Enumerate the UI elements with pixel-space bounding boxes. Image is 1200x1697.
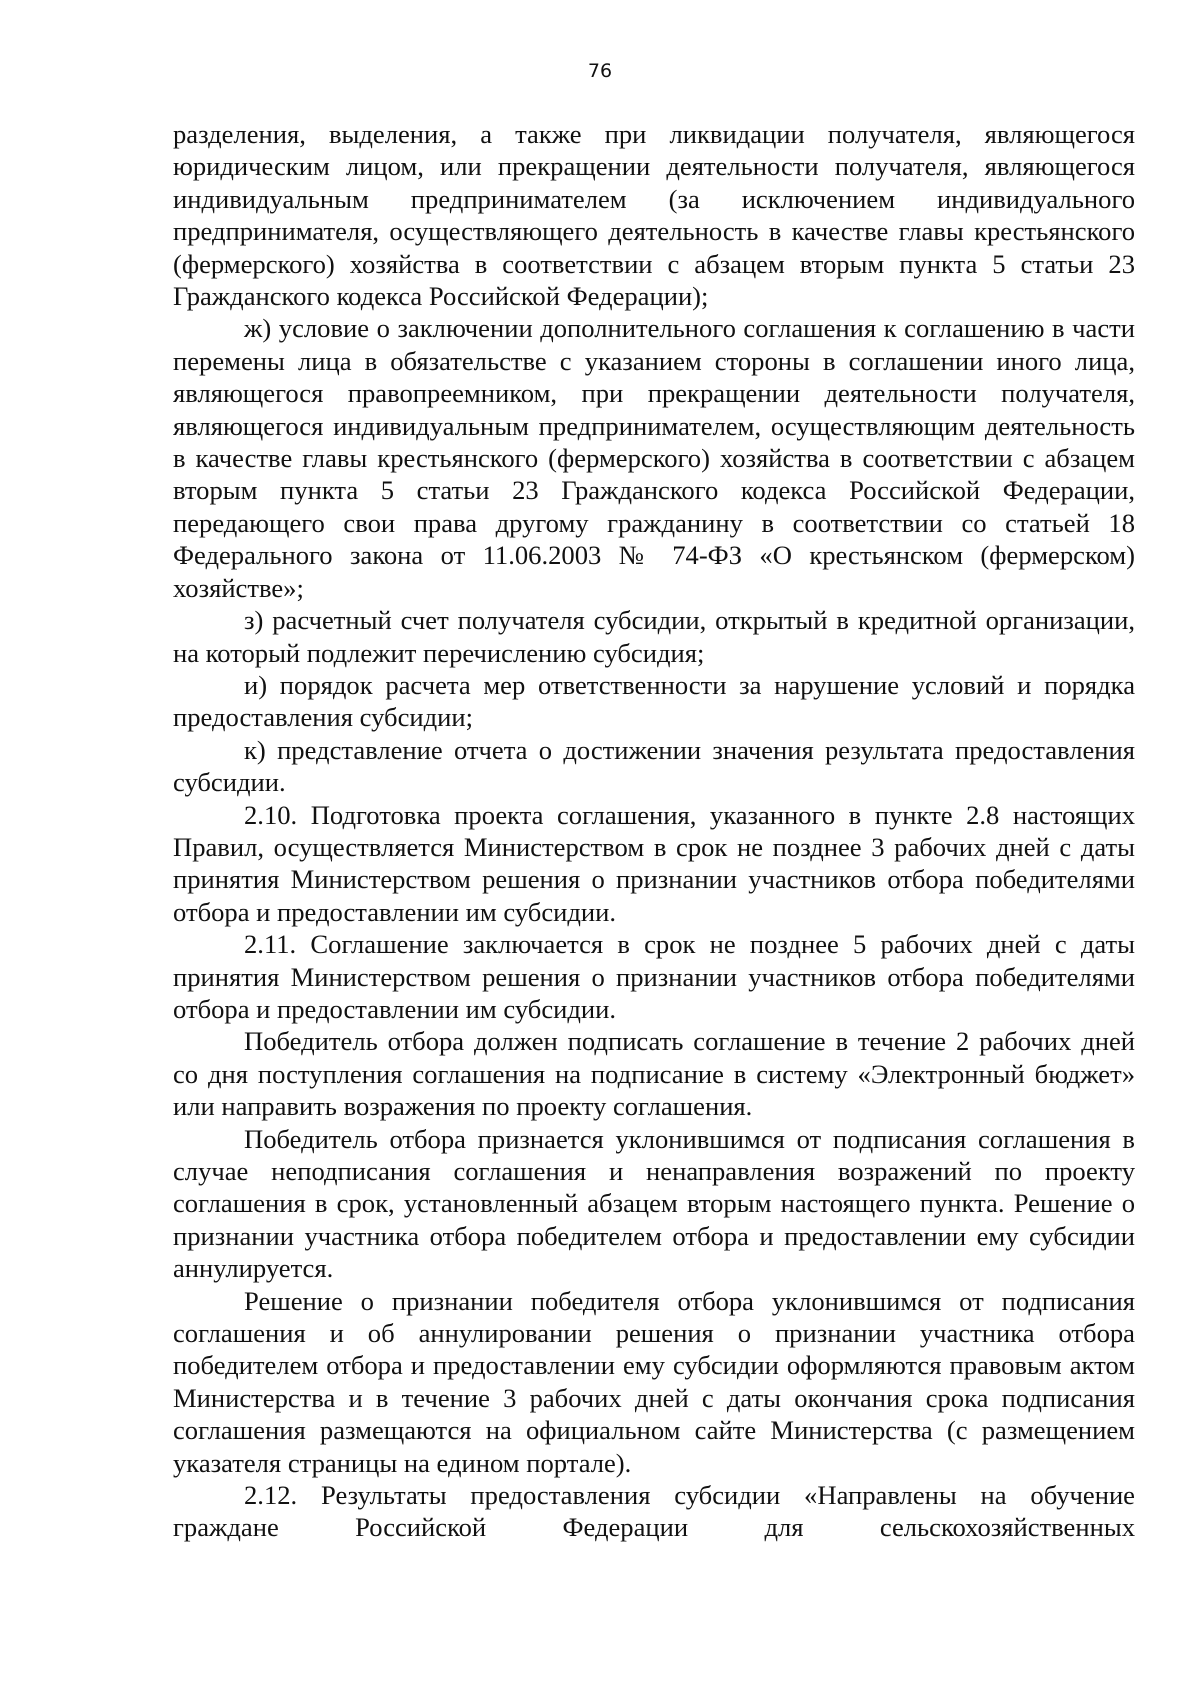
paragraph-item-z: з) расчетный счет получателя субсидии, открытый в кредитной организации, на который подлежит перечислению субсидия; bbox=[173, 605, 1135, 668]
paragraph-item-zh: ж) условие о заключении дополнительного соглашения к соглашению в части перемены лица в обязательстве с указанием стороны в соглашении иного лица, являющегося правопреемником, при прекращении деятельности получателя, являющегося индивидуальным предпринимателем, осуществляющим деятельность в качестве главы крестьянского (фермерского) хозяйства в соответствии с абзацем вторым пункта 5 статьи 23 Гражданского кодекса Российской Федерации, передающего свои права другому гражданину в соответствии со статьей 18 Федерального закона от 11.06.2003 № 74-ФЗ «О крестьянском (фермерском) хозяйстве»; bbox=[173, 313, 1135, 603]
paragraph-continuation: разделения, выделения, а также при ликвидации получателя, являющегося юридическим лицом, или прекращении деятельности получателя, являющегося индивидуальным предпринимателем (за исключением индивидуального предпринимателя, осуществляющего деятельность в качестве главы крестьянского (фермерского) хозяйства в соответствии с абзацем вторым пункта 5 статьи 23 Гражданского кодекса Российской Федерации); bbox=[173, 119, 1135, 312]
paragraph-2-12: 2.12. Результаты предоставления субсидии «Направлены на обучение граждане Российской Федерации для сельскохозяйственных bbox=[173, 1480, 1135, 1543]
paragraph-evasion-decision: Решение о признании победителя отбора уклонившимся от подписания соглашения и об аннулировании решения о признании участника отбора победителем отбора и предоставлении ему субсидии оформляются правовым актом Министерства и в течение 3 рабочих дней с даты окончания срока подписания соглашения размещаются на официальном сайте Министерства (с размещением указателя страницы на едином портале). bbox=[173, 1285, 1135, 1478]
document-body bbox=[173, 118, 1135, 1544]
paragraph-2-10: 2.10. Подготовка проекта соглашения, указанного в пункте 2.8 настоящих Правил, осуществляется Министерством в срок не позднее 3 рабочих дней с даты принятия Министерством решения о признании участников отбора победителями отбора и предоставлении им субсидии. bbox=[173, 799, 1135, 927]
paragraph-item-i: и) порядок расчета мер ответственности за нарушение условий и порядка предоставления субсидии; bbox=[173, 669, 1135, 733]
paragraph-item-k: к) представление отчета о достижении значения результата предоставления субсидии. bbox=[173, 734, 1135, 798]
paragraph-winner-evasion: Победитель отбора признается уклонившимся от подписания соглашения в случае неподписания соглашения и ненаправления возражений по проекту соглашения в срок, установленный абзацем вторым настоящего пункта. Решение о признании участника отбора победителем отбора и предоставлении ему субсидии аннулируется. bbox=[173, 1123, 1135, 1284]
paragraph-2-11: 2.11. Соглашение заключается в срок не позднее 5 рабочих дней с даты принятия Министерством решения о признании участников отбора победителями отбора и предоставлении им субсидии. bbox=[173, 929, 1135, 1024]
page-number: 76 bbox=[587, 60, 613, 82]
paragraph-winner-signing: Победитель отбора должен подписать соглашение в течение 2 рабочих дней со дня поступления соглашения на подписание в систему «Электронный бюджет» или направить возражения по проекту соглашения. bbox=[173, 1026, 1135, 1122]
